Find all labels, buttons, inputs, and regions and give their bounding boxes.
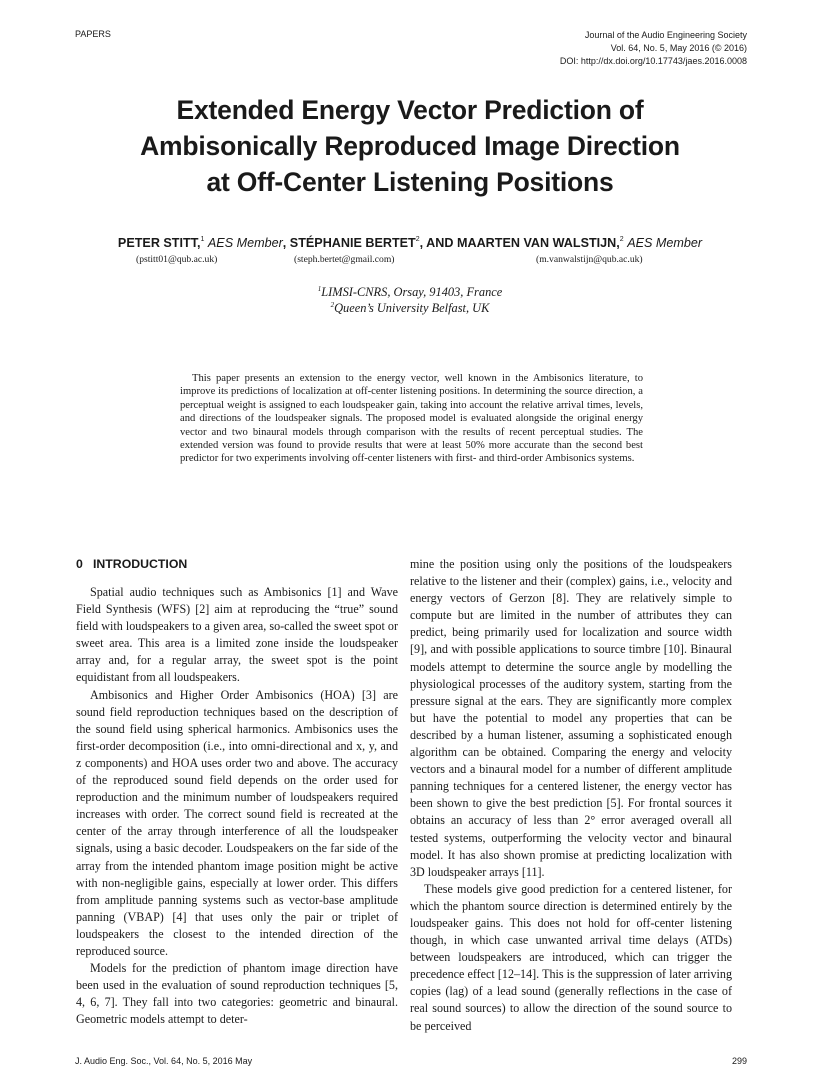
title-line-1: Extended Energy Vector Prediction of <box>176 95 644 125</box>
running-header-section: PAPERS <box>75 29 111 39</box>
abstract: This paper presents an extension to the energy vector, well known in the Ambisonics literature, to improve its predictions of localization at off-center listening positions. In determining the source direction, a perceptual weight is assigned to each loudspeaker gain, taking into account the relative arrival times, levels, and directions of the loudspeaker signals. The proposed model is evaluated alongside the original energy vector and two binaural models through comparison with the results of recent perceptual studies. The extended version was found to provide results that were at least 50% more accurate than the second best predictor for two experiments involving off-center listeners with first- and third-order Ambisonics systems. <box>180 373 643 465</box>
author-2-name: STÉPHANIE BERTET <box>289 236 416 250</box>
paragraph: Models for the prediction of phantom image direction have been used in the evaluation of sound reproduction techniques [5, 4, 6, 7]. They fall into two categories: geometric and binaural. Geometric models attempt to deter- <box>76 961 398 1027</box>
paragraph-continued: mine the position using only the positions of the loudspeakers relative to the listener and their (complex) gains, i.e., velocity and energy vectors of Gerzon [8]. They are relatively simple to compute but are limited in the number of attributes they can predict, being primarily used for localization and source width [9], and with possible applications to source timbre [10]. Binaural models attempt to determine the source angle by modelling the physiological processes of the auditory system, starting from the pressure signal at the ears. They are significantly more complex but have the potential to model any properties that can be described by a human listener, assuming a sophisticated enough algorithm can be obtained. Comparing the energy and velocity vectors and a binaural model for a number of different amplitude panning techniques for a centered listener, the energy vector has been shown to give the best prediction [5]. For frontal sources it obtains an accuracy of less than 2° error averaged overall all tested systems, outperforming the velocity vector and binaural model. It has also shown promise at predicting localization with 3D loudspeaker arrays [11]. <box>410 557 732 879</box>
journal-name: Journal of the Audio Engineering Society <box>584 30 747 40</box>
body-column-left <box>76 556 398 1028</box>
author-3-name: MAARTEN VAN WALSTIJN, <box>456 236 620 250</box>
journal-doi[interactable]: DOI: http://dx.doi.org/10.17743/jaes.2016.0008 <box>559 56 747 66</box>
footer-citation: J. Audio Eng. Soc., Vol. 64, No. 5, 2016 May <box>75 1056 253 1066</box>
affiliations <box>200 284 620 316</box>
affiliation-1: $^1$LIMSI-CNRS, Orsay, 91403, France <box>317 285 503 299</box>
author-3-email[interactable]: (m.vanwalstijn@qub.ac.uk) <box>536 254 643 265</box>
title-line-2: Ambisonically Reproduced Image Direction <box>140 131 680 161</box>
running-header-journal-info <box>560 29 747 68</box>
author-1-affiliation-mark: 1 <box>200 236 205 243</box>
author-1-membership: AES Member <box>207 236 283 250</box>
author-line: PETER STITT,$^1$ AES Member, STÉPHANIE BERTET$^2$, AND MAARTEN VAN WALSTIJN,$^2$ AES Member <box>117 236 703 250</box>
body-column-right <box>410 556 732 1035</box>
section-title: INTRODUCTION <box>93 557 188 571</box>
author-1-email[interactable]: (pstitt01@qub.ac.uk) <box>136 254 218 265</box>
paragraph: Spatial audio techniques such as Ambisonics [1] and Wave Field Synthesis (WFS) [2] aim at reproducing the “true” sound field with loudspeakers to a given area, so-called the sweet spot or sweet area. This area is a limited zone inside the loudspeaker array and, for a regular array, the sweet spot is the point equidistant from all loudspeakers. <box>76 585 398 685</box>
section-heading <box>76 556 398 573</box>
author-3-affiliation-mark: 2 <box>619 236 624 243</box>
page-number: 299 <box>731 1056 747 1066</box>
author-1-name: PETER STITT, <box>117 236 201 250</box>
section-number: 0 <box>76 557 83 571</box>
author-2-email[interactable]: (steph.bertet@gmail.com) <box>294 254 395 265</box>
author-3-membership: AES Member <box>627 236 703 250</box>
title-line-3: at Off-Center Listening Positions <box>206 167 614 197</box>
journal-volume: Vol. 64, No. 5, May 2016 (© 2016) <box>610 43 747 53</box>
paper-title <box>60 92 760 200</box>
paragraph: Ambisonics and Higher Order Ambisonics (HOA) [3] are sound field reproduction techniques based on the description of the sound field using spherical harmonics. Ambisonics uses the first-order decomposition (i.e., into omni-directional and x, y, and z components) and HOA uses order two and above. The accuracy of the reproduced sound field depends on the order used for reproduction and the minimum number of loudspeakers required increases with order. The correct sound field is recreated at the center of the array through interference of all the loudspeaker signals, using a basic decoder. Loudspeakers on the far side of the array from the intended phantom image position might be active with non-negligible gains, especially at lower order. This differs from amplitude panning systems such as vector-base amplitude panning (VBAP) [4] that uses only the pair or triplet of loudspeakers the closest to the intended direction of the reproduced source. <box>76 687 398 958</box>
paragraph: These models give good prediction for a centered listener, for which the phantom source direction is determined entirely by the loudspeaker gains. This does not hold for off-center listening though, in which case unwanted arrival time delays (ATDs) between loudspeakers are introduced, which can trigger the precedence effect [12–14]. This is the suppression of later arriving copies (lag) of a lead sound (generally reflections in the case of real sound sources) to allow the direction of the sound source to be perceived <box>410 881 732 1033</box>
affiliation-2: $^2$Queen’s University Belfast, UK <box>330 301 490 315</box>
author-separator: , AND <box>419 236 457 250</box>
author-2-affiliation-mark: 2 <box>415 236 420 243</box>
